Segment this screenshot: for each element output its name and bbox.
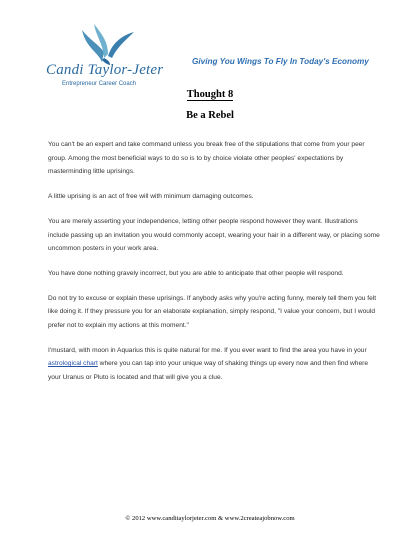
paragraph-3: You are merely asserting your independence, letting other people respond however they want. Illustrations include passing up an invitation you would commonly accept, wearing your hair in a different way, or placing some uncommon posters in your work area. <box>48 217 380 253</box>
brand-subtitle: Entrepreneur Career Coach <box>62 81 137 87</box>
tagline: Giving You Wings To Fly In Today's Economy <box>192 57 369 66</box>
paragraph-6-end: where you can tap into your unique way of shaking things up every now and then find where your Uranus or Pluto is located and that will give you a clue. <box>48 360 368 382</box>
bird-wings-icon <box>80 22 138 66</box>
paragraph-6 <box>48 344 380 385</box>
paragraph-5: Do not try to excuse or explain these uprisings. If anybody asks why you're acting funny, merely tell them you felt like doing it. If they pressure you for an elaborate explanation, simply respond, "I value your concern, but I would prefer not to explain my actions at this moment." <box>48 294 377 330</box>
document-body <box>48 138 380 396</box>
paragraph-4: You have done nothing gravely incorrect, but you are able to anticipate that other people will respond. <box>48 269 344 277</box>
paragraph-6-start: I'mustard, with moon in Aquarius this is quite natural for me. If you ever want to find the area you have in your <box>48 346 367 354</box>
brand-name: Candi Taylor-Jeter <box>46 62 164 78</box>
astrological-chart-link[interactable]: astrological chart <box>48 360 98 368</box>
paragraph-1: You can't be an expert and take command unless you break free of the stipulations that come from your peer group. Among the most beneficial ways to do so is to by choice violate other peoples' expectations by masterminding little uprisings. <box>48 141 365 176</box>
footer-copyright: © 2012 www.canditaylorjeter.com & www.2createajobnow.com <box>125 515 295 522</box>
page-title <box>0 89 420 100</box>
page-title-text: Thought 8 <box>186 89 234 100</box>
page-subtitle: Be a Rebel <box>186 110 234 121</box>
paragraph-2: A little uprising is an act of free will with minimum damaging outcomes. <box>48 193 254 201</box>
